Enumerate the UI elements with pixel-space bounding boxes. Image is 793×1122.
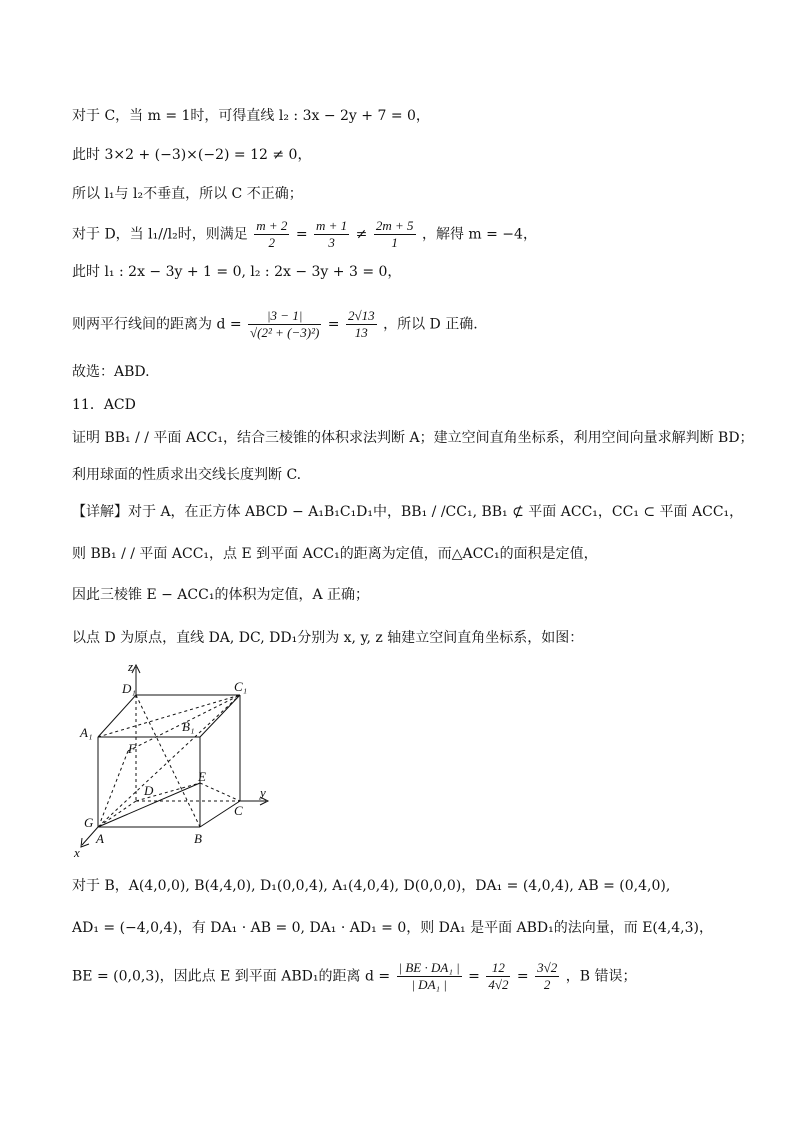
label-e: E	[198, 769, 206, 784]
proof-summary-2: 利用球面的性质求出交线长度判断 C.	[72, 467, 302, 483]
label-d1: D₁	[122, 681, 136, 696]
label-x: x	[74, 845, 80, 860]
line-d-suffix: ，解得 m = −4，	[421, 226, 537, 243]
case-b-distance	[72, 960, 636, 993]
line-d-prefix: 对于 D，当 l₁//l₂时，则满足	[72, 226, 248, 243]
distance-fraction-1: $\frac{|3 - 1|}{\text{√(2² + (−3)²)}}$	[250, 308, 320, 340]
case-b-normal: AD₁ = (−4,0,4)，有 DA₁ · AB = 0, DA₁ · AD₁ = 0，则 DA₁ 是平面 ABD₁的法向量，而 E(4,4,3)，	[72, 920, 713, 936]
equals-sign-1: =	[468, 968, 480, 985]
detail-a-2: 则 BB₁ / / 平面 ACC₁，点 E 到平面 ACC₁的距离为定值，而△ACC₁的面积是定值，	[72, 546, 598, 562]
question-11-header: 11．ACD	[72, 397, 136, 413]
case-b-suffix: ，B 错误；	[565, 968, 637, 985]
segment-e-c	[200, 783, 240, 801]
fraction-1: $\frac{m + 2}{2}$	[256, 218, 288, 250]
edge-a1-d1	[98, 695, 136, 737]
segment-f-g	[100, 751, 128, 823]
equals-sign-2: =	[516, 968, 529, 985]
segment-a-c1	[98, 695, 240, 827]
label-b1: B₁	[182, 719, 195, 734]
detail-a-1: 【详解】对于 A，在正方体 ABCD − A₁B₁C₁D₁中，BB₁ / /CC₁, BB₁ ⊄ 平面 ACC₁，CC₁ ⊂ 平面 ACC₁，	[72, 504, 744, 520]
line-d-case	[72, 218, 537, 251]
distance-fraction-2: $\frac{2√13}{13}$	[347, 308, 375, 340]
answer-choice: 故选：ABD.	[72, 364, 150, 380]
label-c1: C₁	[234, 679, 248, 694]
line-c-check: 此时 3×2 + (−3)×(−2) = 12 ≠ 0，	[72, 147, 312, 163]
line-c-case: 对于 C，当 m = 1时，可得直线 l₂ : 3x − 2y + 7 = 0，	[72, 108, 430, 124]
fraction-2: $\frac{m + 1}{3}$	[316, 218, 348, 250]
case-b-prefix: BE = (0,0,3)，因此点 E 到平面 ABD₁的距离 d =	[72, 968, 391, 985]
line-distance-prefix: 则两平行线间的距离为 d =	[72, 316, 242, 333]
label-b: B	[194, 831, 202, 846]
be-fraction-2: $\frac{12}{4√2}$	[488, 960, 509, 992]
be-fraction-3: $\frac{3√2}{2}$	[537, 960, 558, 992]
segment-d1-b	[136, 695, 200, 827]
fraction-3: $\frac{2m + 5}{1}$	[375, 218, 414, 250]
label-a: A	[96, 831, 104, 846]
line-distance	[72, 308, 478, 341]
label-d: D	[144, 783, 154, 798]
line-distance-suffix: ，所以 D 正确.	[383, 316, 478, 333]
case-b-points: 对于 B，A(4,0,0), B(4,4,0), D₁(0,0,4), A₁(4,0,4), D(0,0,0)，DA₁ = (4,0,4), AB = (0,4,0),	[72, 878, 671, 894]
line-d-lines: 此时 l₁ : 2x − 3y + 1 = 0, l₂ : 2x − 3y + 3 = 0，	[72, 264, 402, 280]
line-c-conclusion: 所以 l₁与 l₂不垂直，所以 C 不正确；	[72, 186, 303, 202]
equals-sign: =	[327, 316, 340, 333]
not-equal-sign: ≠	[355, 226, 368, 243]
label-g: G	[84, 815, 94, 830]
label-c: C	[234, 803, 243, 818]
equals-sign: =	[295, 226, 308, 243]
cube-figure	[70, 655, 280, 860]
label-f: F	[128, 741, 136, 756]
label-y: y	[260, 785, 266, 800]
be-fraction-1: $\frac{\text{| BE · DA₁ |}}{\text{| DA₁ |}}$	[398, 960, 460, 992]
segment-a1-c1	[98, 695, 240, 737]
detail-a-3: 因此三棱锥 E − ACC₁的体积为定值，A 正确；	[72, 587, 370, 603]
label-a1: A₁	[80, 725, 93, 740]
label-z: z	[128, 659, 134, 674]
x-axis-arrow	[81, 838, 89, 847]
coordinate-setup: 以点 D 为原点，直线 DA, DC, DD₁分别为 x, y, z 轴建立空间直角坐标系，如图：	[72, 630, 584, 646]
proof-summary: 证明 BB₁ / / 平面 ACC₁，结合三棱锥的体积求法判断 A；建立空间直角坐标系，利用空间向量求解判断 BD；	[72, 430, 754, 446]
